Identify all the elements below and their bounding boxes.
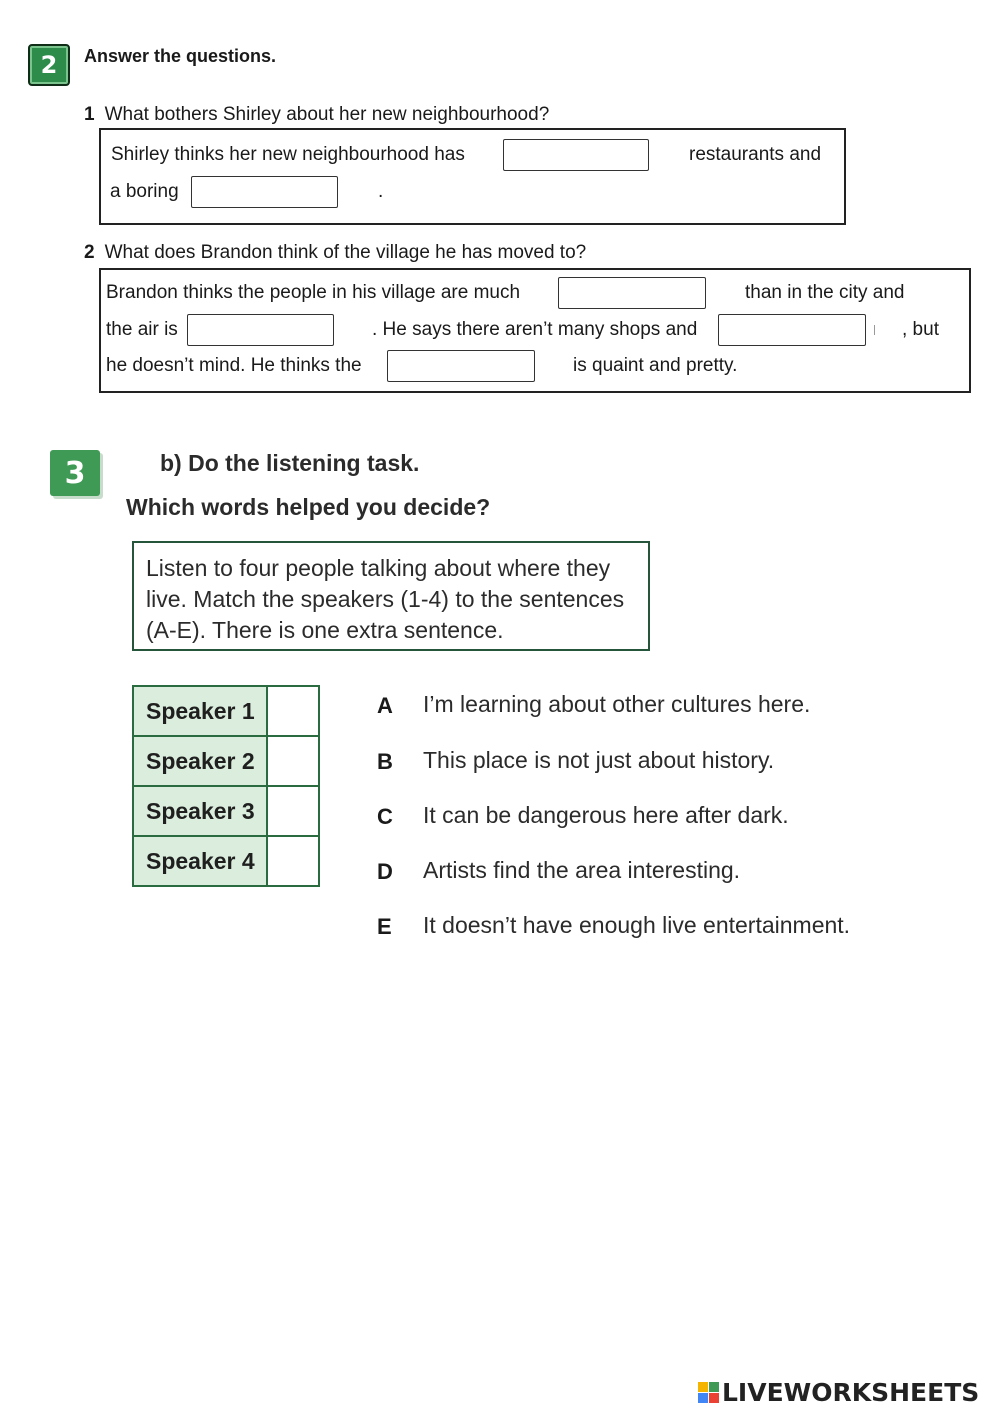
table-row bbox=[133, 786, 319, 836]
option-letter-d: D bbox=[377, 859, 393, 884]
table-row bbox=[133, 736, 319, 786]
section-3-badge: 3 bbox=[50, 450, 100, 496]
option-text-c: It can be dangerous here after dark. bbox=[423, 802, 789, 828]
q2-blank-4[interactable] bbox=[387, 350, 535, 382]
question-2 bbox=[84, 242, 586, 264]
option-letter-a: A bbox=[377, 693, 393, 718]
speaker-1-answer[interactable] bbox=[267, 686, 319, 736]
speaker-2-answer[interactable] bbox=[267, 736, 319, 786]
speaker-label: Speaker 4 bbox=[133, 836, 267, 886]
q1-text-line2b: . bbox=[378, 181, 384, 202]
q2-text-line2b: . He says there aren’t many shops and bbox=[372, 319, 698, 340]
option-text-a: I’m learning about other cultures here. bbox=[423, 691, 811, 717]
question-1-text: What bothers Shirley about her new neighbourhood? bbox=[104, 104, 550, 125]
section-2-badge: 2 bbox=[28, 44, 70, 86]
logo-text: LIVEWORKSHEETS bbox=[722, 1378, 980, 1407]
q2-text-line3a: he doesn’t mind. He thinks the bbox=[106, 355, 362, 376]
option-letter-c: C bbox=[377, 804, 393, 829]
section-2-title: Answer the questions. bbox=[84, 46, 277, 66]
speaker-4-answer[interactable] bbox=[267, 836, 319, 886]
q1-text-line1b: restaurants and bbox=[689, 144, 822, 165]
option-text-e: It doesn’t have enough live entertainment. bbox=[423, 912, 851, 938]
option-letter-b: B bbox=[377, 749, 393, 774]
q2-tick-mark bbox=[874, 325, 875, 335]
liveworksheets-logo bbox=[698, 1378, 979, 1407]
q2-text-line1a: Brandon thinks the people in his village are much bbox=[106, 282, 521, 303]
q2-text-line2c: , but bbox=[902, 319, 939, 340]
q1-text-line2a: a boring bbox=[110, 181, 179, 202]
q2-blank-2[interactable] bbox=[187, 314, 334, 346]
q1-blank-1[interactable] bbox=[503, 139, 649, 171]
speaker-label: Speaker 3 bbox=[133, 786, 267, 836]
q1-text-line1a: Shirley thinks her new neighbourhood has bbox=[111, 144, 465, 165]
question-2-number: 2 bbox=[84, 242, 95, 263]
logo-icon bbox=[698, 1382, 720, 1404]
speaker-label: Speaker 1 bbox=[133, 686, 267, 736]
q2-text-line1b: than in the city and bbox=[745, 282, 905, 303]
speaker-table bbox=[132, 685, 320, 887]
speaker-3-answer[interactable] bbox=[267, 786, 319, 836]
option-letter-e: E bbox=[377, 914, 392, 939]
option-text-b: This place is not just about history. bbox=[423, 747, 775, 773]
question-1-number: 1 bbox=[84, 104, 95, 125]
q2-blank-1[interactable] bbox=[558, 277, 706, 309]
table-row bbox=[133, 686, 319, 736]
section-3-heading: b) Do the listening task. bbox=[160, 450, 420, 476]
question-1 bbox=[84, 104, 549, 126]
q2-blank-3[interactable] bbox=[718, 314, 866, 346]
q2-text-line3b: is quaint and pretty. bbox=[573, 355, 738, 376]
section-3-subheading: Which words helped you decide? bbox=[126, 494, 491, 520]
q2-text-line2a: the air is bbox=[106, 319, 178, 340]
q1-blank-2[interactable] bbox=[191, 176, 338, 208]
speaker-label: Speaker 2 bbox=[133, 736, 267, 786]
instructions-box: Listen to four people talking about where they live. Match the speakers (1-4) to the sentences (A-E). There is one extra sentence. bbox=[132, 541, 650, 651]
table-row bbox=[133, 836, 319, 886]
question-2-text: What does Brandon think of the village he has moved to? bbox=[104, 242, 587, 263]
option-text-d: Artists find the area interesting. bbox=[423, 857, 741, 883]
